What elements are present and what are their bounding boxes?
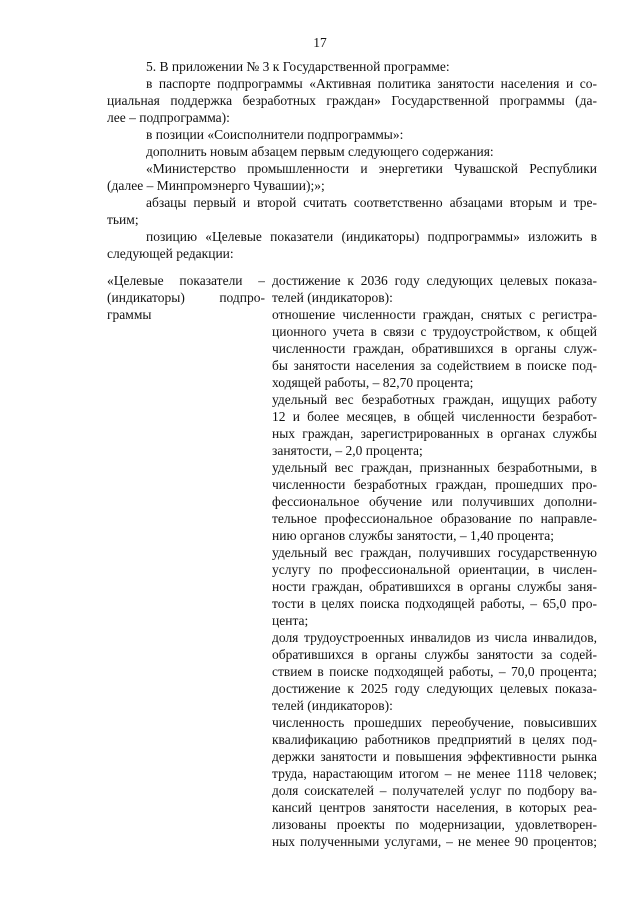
content-line: нию органов службы занятости, – 1,40 процента;: [272, 528, 554, 543]
content-line: тости в целях поиска подходящей работы, – 65,0 про-: [272, 596, 597, 611]
content-line: ных граждан, зарегистрированных в органах службы: [272, 426, 597, 441]
content-line: 12 и более месяцев, в общей численности безработ-: [272, 409, 597, 424]
content-line: держки занятости и повышения эффективности рынка: [272, 749, 597, 764]
content-line: доля трудоустроенных инвалидов из числа инвалидов,: [272, 630, 597, 645]
indicators-content-cell: [272, 272, 597, 850]
content-line: занятости, – 2,0 процента;: [272, 443, 423, 458]
content-line: достижение к 2025 году следующих целевых показа-: [272, 681, 597, 696]
content-line: отношение численности граждан, снятых с регистра-: [272, 307, 597, 322]
content-line: численность прошедших переобучение, повысивших: [272, 715, 597, 730]
content-line: ционного учета в связи с трудоустройством, к общей: [272, 324, 597, 339]
content-line: обратившихся в органы службы занятости за содей-: [272, 647, 597, 662]
text-line: (далее – Минпромэнерго Чувашии);»;: [107, 178, 325, 193]
text-line: лее – подпрограмма):: [107, 110, 230, 125]
content-line: численности граждан, обратившихся в органы служ-: [272, 341, 597, 356]
content-line: тельное профессиональное образование по направле-: [272, 511, 597, 526]
content-line: услугу по профессиональной ориентации, в числен-: [272, 562, 597, 577]
text-line: в паспорте подпрограммы «Активная политика занятости населения и со-: [146, 76, 597, 91]
content-line: численности безработных граждан, прошедших про-: [272, 477, 597, 492]
intro-text: [107, 58, 597, 262]
label-line: граммы: [107, 307, 152, 322]
content-line: кансий центров занятости населения, в которых реа-: [272, 800, 597, 815]
text-line: «Министерство промышленности и энергетики Чувашской Республики: [146, 161, 597, 176]
text-line: позицию «Целевые показатели (индикаторы) подпрограммы» изложить в: [146, 229, 597, 244]
content-line: удельный вес граждан, признанных безработными, в: [272, 460, 597, 475]
content-line: удельный вес безработных граждан, ищущих работу: [272, 392, 597, 407]
content-line: ходящей работы, – 82,70 процента;: [272, 375, 474, 390]
text-line: циальная поддержка безработных граждан» Государственной программы (да-: [107, 93, 597, 108]
indicators-label-cell: [107, 272, 265, 323]
content-line: достижение к 2036 году следующих целевых показа-: [272, 273, 597, 288]
page-number: 17: [313, 35, 327, 50]
label-line: «Целевые показатели –: [107, 273, 265, 288]
text-line: дополнить новым абзацем первым следующего содержания:: [146, 144, 494, 159]
content-line: бы занятости населения за содействием в поиске под-: [272, 358, 597, 373]
text-line: в позиции «Соисполнители подпрограммы»:: [146, 127, 404, 142]
content-line: телей (индикаторов):: [272, 290, 393, 305]
content-line: ствием в поиске подходящей работы, – 70,0 процента;: [272, 664, 597, 679]
content-line: телей (индикаторов):: [272, 698, 393, 713]
content-line: цента;: [272, 613, 309, 628]
content-line: труда, нарастающим итогом – не менее 1118 человек;: [272, 766, 597, 781]
content-line: фессиональное обучение или получивших дополни-: [272, 494, 597, 509]
text-line: следующей редакции:: [107, 246, 234, 261]
content-line: удельный вес граждан, получивших государственную: [272, 545, 597, 560]
content-line: ных полученными услугами, – не менее 90 процентов;: [272, 834, 597, 849]
content-line: лизованы проекты по модернизации, удовлетворен-: [272, 817, 597, 832]
content-line: квалификацию работников предприятий в целях под-: [272, 732, 597, 747]
text-line: 5. В приложении № 3 к Государственной программе:: [146, 59, 450, 74]
content-line: доля соискателей – получателей услуг по подбору ва-: [272, 783, 597, 798]
text-line: абзацы первый и второй считать соответственно абзацами вторым и тре-: [146, 195, 597, 210]
label-line: (индикаторы) подпро-: [107, 290, 265, 305]
text-line: тьим;: [107, 212, 139, 227]
content-line: ности граждан, обратившихся в органы службы заня-: [272, 579, 597, 594]
